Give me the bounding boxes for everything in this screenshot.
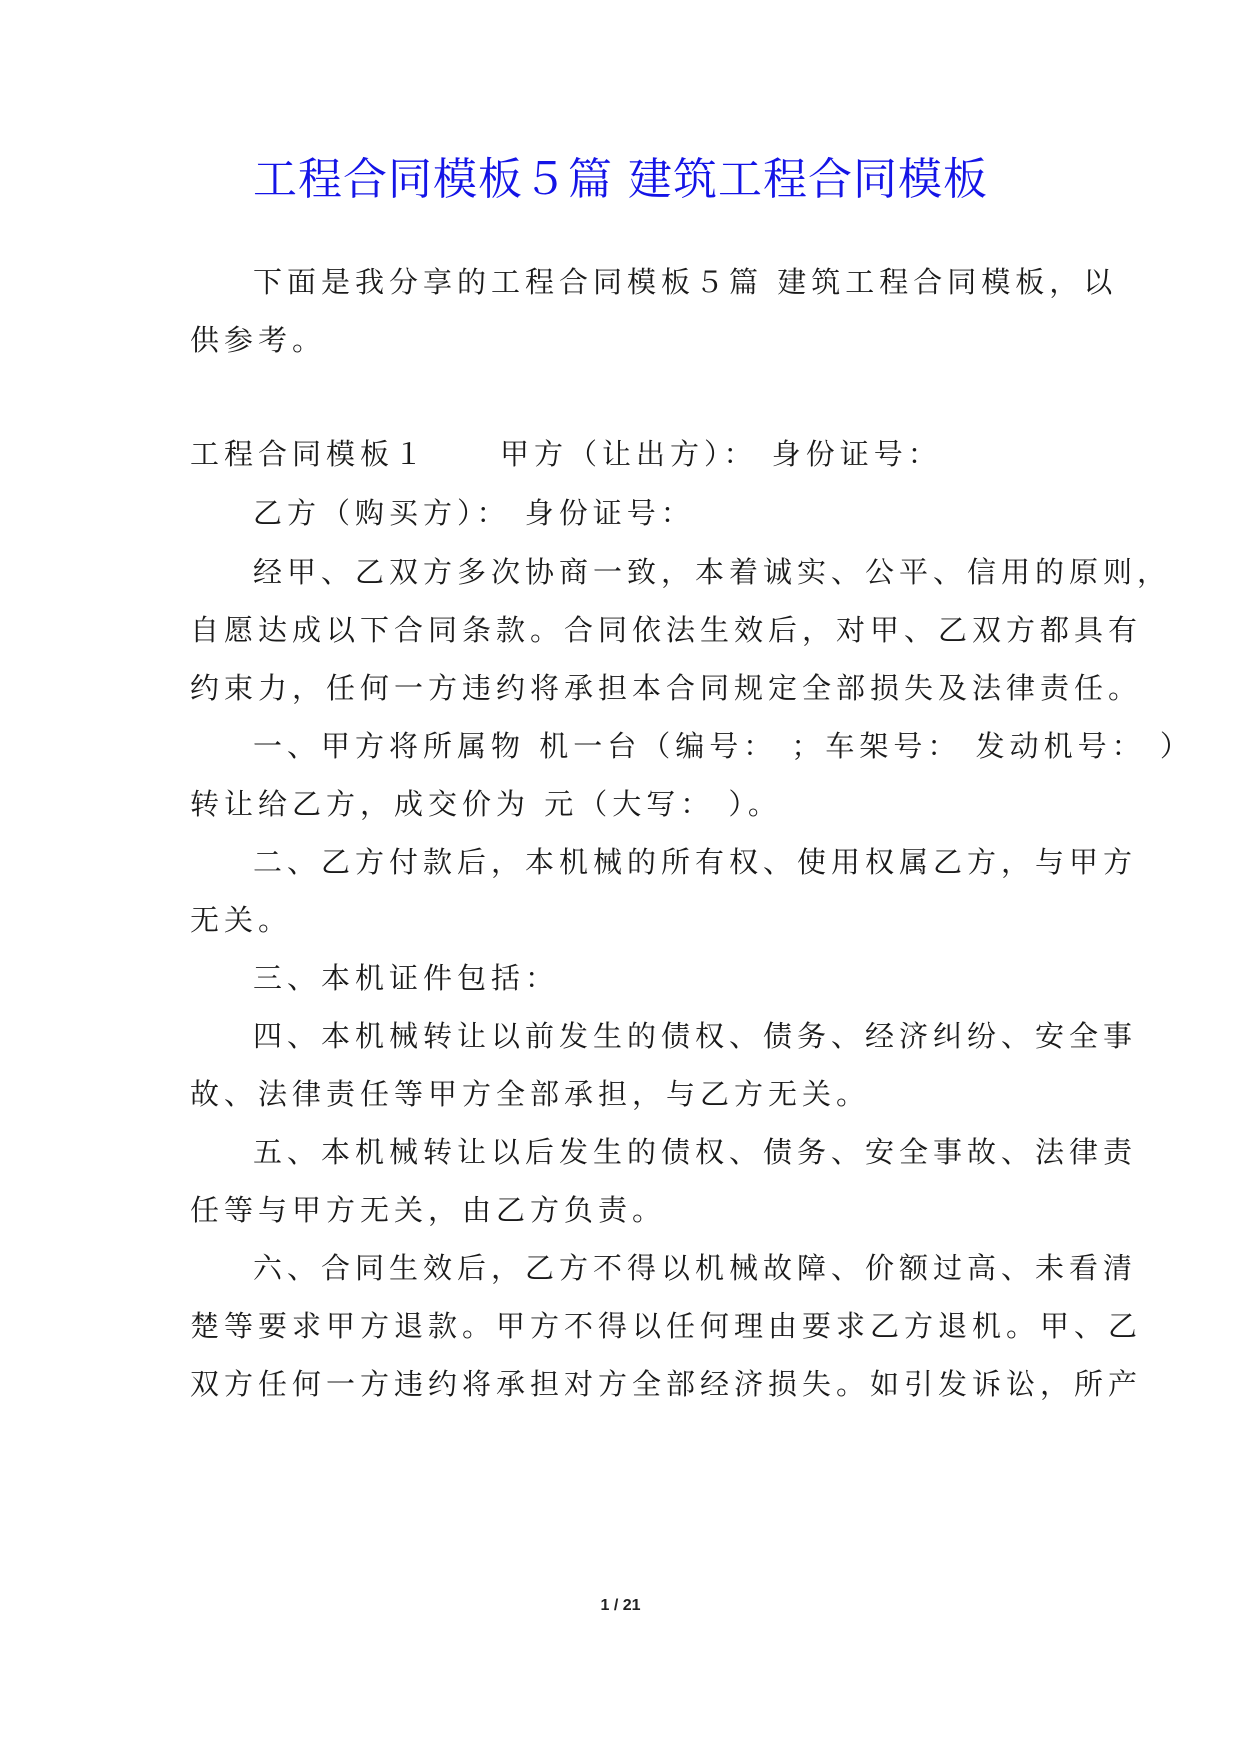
body-line-6: 二、乙方付款后，本机械的所有权、使用权属乙方，与甲方 — [253, 845, 1138, 879]
body-line-11: 五、本机械转让以后发生的债权、债务、安全事故、法律责 — [253, 1135, 1138, 1169]
body-line-4: 一、甲方将所属物 机一台（编号： ；车架号： 发动机号： ） — [253, 729, 1194, 763]
body-line-2: 自愿达成以下合同条款。合同依法生效后，对甲、乙双方都具有 — [190, 613, 1143, 647]
document-title: 工程合同模板５篇 建筑工程合同模板 — [253, 154, 988, 205]
section-heading: 工程合同模板１ — [190, 437, 429, 471]
party-a-line: 甲方（让出方）： 身份证号： — [500, 437, 942, 471]
intro-line-1: 下面是我分享的工程合同模板５篇 建筑工程合同模板，以 — [253, 265, 1118, 299]
body-line-10: 故、法律责任等甲方全部承担，与乙方无关。 — [190, 1077, 871, 1111]
body-line-9: 四、本机械转让以前发生的债权、债务、经济纠纷、安全事 — [253, 1019, 1138, 1053]
body-line-5: 转让给乙方，成交价为 元（大写： ）。 — [190, 787, 782, 821]
section-heading-row — [190, 434, 942, 474]
body-line-7: 无关。 — [190, 903, 293, 937]
body-line-12: 任等与甲方无关，由乙方负责。 — [190, 1193, 667, 1227]
intro-line-2: 供参考。 — [190, 323, 327, 357]
body-line-15: 双方任何一方违约将承担对方全部经济损失。如引发诉讼，所产 — [190, 1367, 1143, 1401]
body-line-1: 经甲、乙双方多次协商一致，本着诚实、公平、信用的原则， — [253, 555, 1172, 589]
party-b-line: 乙方（购买方）： 身份证号： — [253, 496, 695, 530]
body-line-14: 楚等要求甲方退款。甲方不得以任何理由要求乙方退机。甲、乙 — [190, 1309, 1143, 1343]
page-number: 1 / 21 — [600, 1597, 641, 1614]
body-line-3: 约束力，任何一方违约将承担本合同规定全部损失及法律责任。 — [190, 671, 1143, 705]
body-line-8: 三、本机证件包括： — [253, 961, 560, 995]
body-line-13: 六、合同生效后，乙方不得以机械故障、价额过高、未看清 — [253, 1251, 1138, 1285]
